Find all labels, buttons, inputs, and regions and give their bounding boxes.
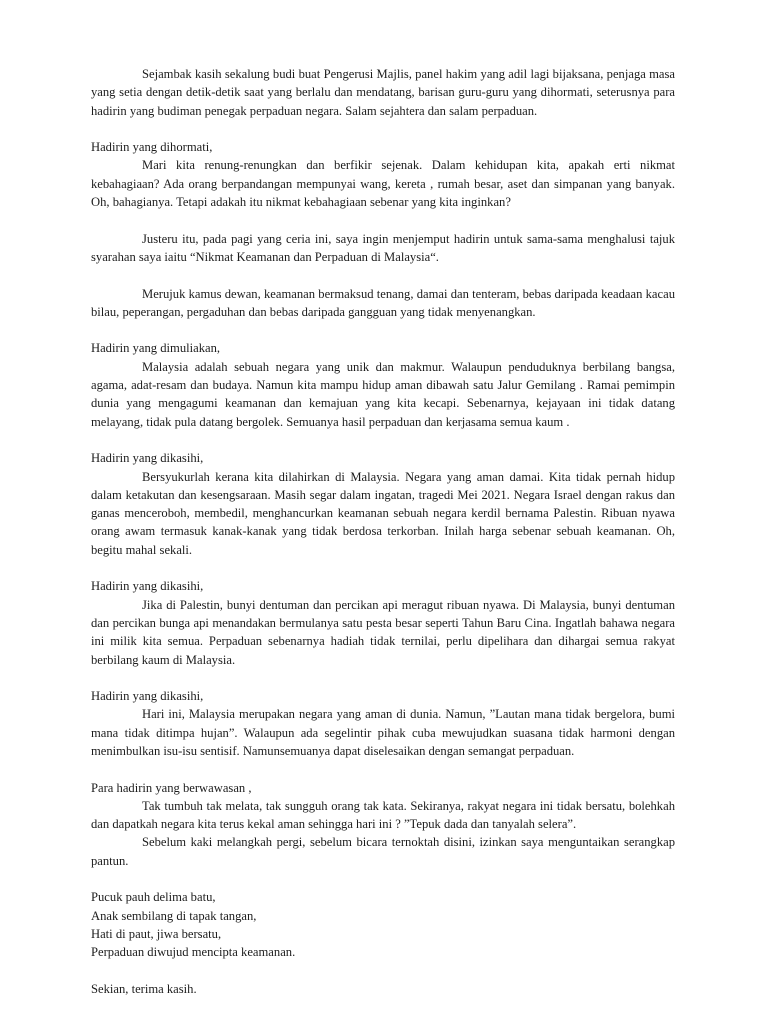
salutation-dimuliakan: Hadirin yang dimuliakan, (91, 341, 221, 356)
paragraph-hari-ini: Hari ini, Malaysia merupakan negara yang aman di dunia. Namun, ”Lautan mana tidak bergelora, bumi mana tidak ditimpa hujan”. Walaupun ada segelintir pihak cuba mewujudkan suasana tidak harmoni dengan menimbulkan isu-isu sentisif. Namunsemuanya dapat diselesaikan dengan semangat perpaduan. (91, 707, 675, 758)
paragraph-palestin: Bersyukurlah kerana kita dilahirkan di Malaysia. Negara yang aman damai. Kita tidak pernah hidup dalam ketakutan dan kesengsaraan. Masih segar dalam ingatan, tragedi Mei 2021. Negara Israel dengan rakus dan ganas menceroboh, membedil, menghancurkan keamanan sebuah negara kerdil bernama Palestin. Ribuan nyawa orang awam termasuk kanak-kanak yang tidak berdosa terkorban. Inilah harga sebenar sebuah keamanan. Oh, begitu mahal sekali. (91, 469, 675, 557)
pantun-verse (91, 888, 675, 961)
paragraph-malaysia-unik: Malaysia adalah sebuah negara yang unik dan makmur. Walaupun penduduknya berbilang bangsa, agama, adat-resam dan budaya. Namun kita mampu hidup aman dibawah satu Jalur Gemilang . Ramai pemimpin dunia yang mengagumi keamanan dan kemajuan yang kita kecapi. Sebenarnya, kejayaan ini tidak datang melayang, tidak pula datang bergolek. Semuanya hasil perpaduan dan kerjasama semua kaum . (91, 359, 675, 429)
paragraph-pantun-intro: Sebelum kaki melangkah pergi, sebelum bicara ternoktah disini, izinkan saya menguntaikan serangkap pantun. (91, 835, 675, 868)
pantun-line: Pucuk pauh delima batu, (91, 890, 216, 905)
salutation-berwawasan: Para hadirin yang berwawasan , (91, 780, 252, 795)
salutation-dihormati: Hadirin yang dihormati, (91, 140, 213, 155)
paragraph-bersatu: Tak tumbuh tak melata, tak sungguh orang tak kata. Sekiranya, rakyat negara ini tidak bersatu, bolehkah dan dapatkah negara kita terus kekal aman sehingga hari ini ? ”Tepuk dada dan tanyalah selera”. (91, 798, 675, 832)
pantun-line: Anak sembilang di tapak tangan, (91, 908, 257, 923)
paragraph-dentuman: Jika di Palestin, bunyi dentuman dan percikan api meragut ribuan nyawa. Di Malaysia, bunyi dentuman dan percikan bunga api menandakan bermulanya satu pesta besar seperti Tahun Baru Cina. Ingatlah bahawa negara ini milik kita semua. Perpaduan sebenarnya hadiah tidak ternilai, perlu dipelihara dan dihargai semua rakyat berbilang kaum di Malaysia. (91, 597, 675, 667)
opening-paragraph: Sejambak kasih sekalung budi buat Pengerusi Majlis, panel hakim yang adil lagi bijaksana, penjaga masa yang setia dengan detik-detik saat yang berlalu dan mendatang, barisan guru-guru yang dihormati, seterusnya para hadirin yang budiman penegak perpaduan negara. Salam sejahtera dan salam perpaduan. (91, 67, 675, 118)
pantun-line: Hati di paut, jiwa bersatu, (91, 926, 222, 941)
salutation-dikasihi-2: Hadirin yang dikasihi, (91, 579, 204, 594)
speech-text (91, 65, 675, 998)
paragraph-kebahagiaan: Mari kita renung-renungkan dan berfikir sejenak. Dalam kehidupan kita, apakah erti nikmat kebahagiaan? Ada orang berpandangan mempunyai wang, kereta , rumah besar, aset dan simpanan yang banyak. Oh, bahagianya. Tetapi adakah itu nikmat kebahagiaan sebenar yang kita inginkan? (91, 158, 675, 210)
closing-line: Sekian, terima kasih. (91, 981, 197, 996)
paragraph-maksud-keamanan: Merujuk kamus dewan, keamanan bermaksud tenang, damai dan tenteram, bebas daripada keadaan kacau bilau, peperangan, pergaduhan dan bebas daripada gangguan yang tidak menyenangkan. (91, 286, 675, 319)
pantun-line: Perpaduan diwujud mencipta keamanan. (91, 945, 296, 960)
paragraph-tajuk-syarahan: Justeru itu, pada pagi yang ceria ini, saya ingin menjemput hadirin untuk sama-sama menghalusi tajuk syarahan saya iaitu “Nikmat Keamanan dan Perpaduan di Malaysia“. (91, 231, 675, 264)
salutation-dikasihi-1: Hadirin yang dikasihi, (91, 451, 204, 466)
salutation-dikasihi-3: Hadirin yang dikasihi, (91, 689, 204, 704)
